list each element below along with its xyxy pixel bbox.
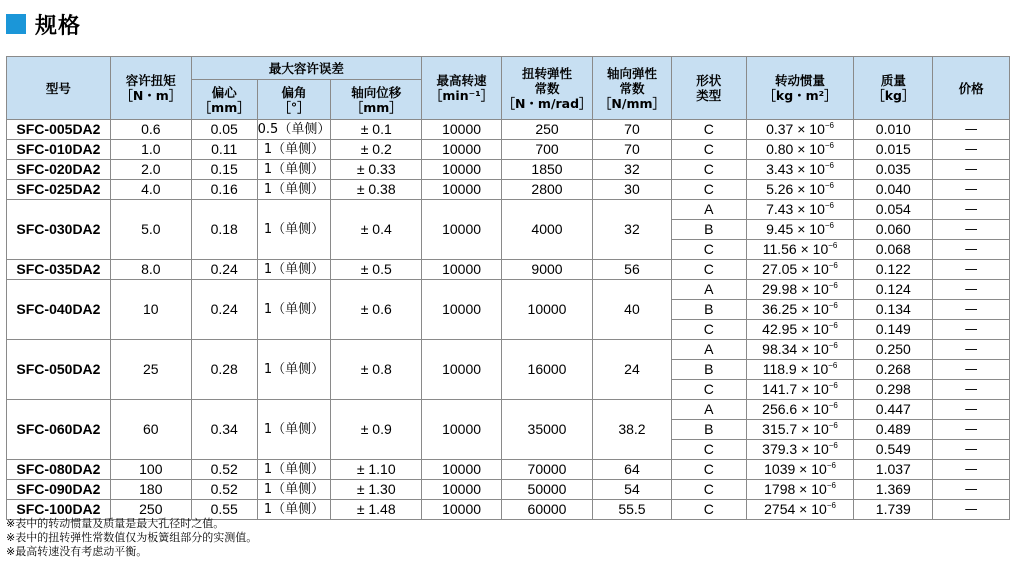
- axial-stiffness-cell: 32: [593, 160, 672, 180]
- inertia-exponent: −6: [828, 261, 838, 270]
- eccentricity-cell: 0.52: [191, 480, 257, 500]
- footnote: ※最高转速没有考虑动平衡。: [6, 545, 148, 558]
- price-cell: —: [933, 480, 1010, 500]
- inertia-exponent: −6: [828, 241, 838, 250]
- inertia-multiplier: × 10: [797, 441, 829, 457]
- model-cell: SFC-025DA2: [7, 180, 111, 200]
- shape-cell: C: [671, 240, 746, 260]
- eccentricity-cell: 0.24: [191, 280, 257, 340]
- model-cell: SFC-090DA2: [7, 480, 111, 500]
- inertia-cell: [746, 280, 854, 300]
- mass-cell: 0.134: [854, 300, 933, 320]
- price-cell: —: [933, 340, 1010, 360]
- torsional-stiffness-cell: 700: [502, 140, 593, 160]
- mass-cell: 0.054: [854, 200, 933, 220]
- header-model: 型号: [7, 57, 111, 120]
- inertia-exponent: −6: [828, 321, 838, 330]
- axial-stiffness-cell: 40: [593, 280, 672, 340]
- speed-cell: 10000: [422, 200, 502, 260]
- header-max-error: 最大容许误差: [191, 57, 421, 80]
- price-cell: —: [933, 500, 1010, 520]
- inertia-multiplier: × 10: [797, 381, 829, 397]
- table-row: [7, 280, 1010, 300]
- eccentricity-cell: 0.16: [191, 180, 257, 200]
- speed-cell: 10000: [422, 180, 502, 200]
- mass-cell: 0.124: [854, 280, 933, 300]
- inertia-value: 256.6: [762, 401, 798, 417]
- inertia-exponent: −6: [826, 501, 836, 510]
- table-row: [7, 260, 1010, 280]
- axial-displacement-cell: ± 0.1: [331, 120, 422, 140]
- torque-cell: 25: [110, 340, 191, 400]
- inertia-cell: [746, 200, 854, 220]
- shape-cell: A: [671, 340, 746, 360]
- torsional-stiffness-cell: 60000: [502, 500, 593, 520]
- table-row: [7, 160, 1010, 180]
- axial-stiffness-cell: 30: [593, 180, 672, 200]
- inertia-exponent: −6: [828, 301, 838, 310]
- price-cell: —: [933, 140, 1010, 160]
- shape-cell: C: [671, 320, 746, 340]
- torque-cell: 0.6: [110, 120, 191, 140]
- inertia-exponent: −6: [826, 461, 836, 470]
- inertia-multiplier: × 10: [797, 341, 829, 357]
- angle-cell: 1（单侧）: [257, 340, 331, 400]
- inertia-multiplier: × 10: [797, 281, 829, 297]
- price-cell: —: [933, 380, 1010, 400]
- inertia-cell: [746, 320, 854, 340]
- inertia-exponent: −6: [824, 121, 834, 130]
- shape-cell: C: [671, 140, 746, 160]
- inertia-value: 42.95: [762, 321, 798, 337]
- model-cell: SFC-020DA2: [7, 160, 111, 180]
- price-cell: —: [933, 160, 1010, 180]
- inertia-value: 36.25: [762, 301, 798, 317]
- inertia-exponent: −6: [824, 181, 834, 190]
- torque-cell: 5.0: [110, 200, 191, 260]
- angle-cell: 1（单侧）: [257, 460, 331, 480]
- mass-cell: 0.122: [854, 260, 933, 280]
- model-cell: SFC-100DA2: [7, 500, 111, 520]
- inertia-cell: [746, 500, 854, 520]
- price-cell: —: [933, 400, 1010, 420]
- price-cell: —: [933, 300, 1010, 320]
- angle-cell: 1（单侧）: [257, 140, 331, 160]
- shape-cell: B: [671, 220, 746, 240]
- price-cell: —: [933, 120, 1010, 140]
- eccentricity-cell: 0.11: [191, 140, 257, 160]
- torque-cell: 1.0: [110, 140, 191, 160]
- axial-displacement-cell: ± 0.9: [331, 400, 422, 460]
- mass-cell: 1.037: [854, 460, 933, 480]
- mass-cell: 0.068: [854, 240, 933, 260]
- inertia-value: 315.7: [762, 421, 798, 437]
- mass-cell: 0.035: [854, 160, 933, 180]
- inertia-exponent: −6: [826, 481, 836, 490]
- torsional-stiffness-cell: 10000: [502, 280, 593, 340]
- header-angle: 偏角 ［°］: [257, 80, 331, 120]
- inertia-value: 3.43: [766, 161, 794, 177]
- angle-cell: 1（单侧）: [257, 400, 331, 460]
- price-cell: —: [933, 360, 1010, 380]
- table-row: [7, 480, 1010, 500]
- axial-stiffness-cell: 70: [593, 140, 672, 160]
- shape-cell: B: [671, 420, 746, 440]
- shape-cell: C: [671, 500, 746, 520]
- inertia-cell: [746, 300, 854, 320]
- model-cell: SFC-005DA2: [7, 120, 111, 140]
- mass-cell: 0.010: [854, 120, 933, 140]
- page-title: 规格: [35, 13, 82, 39]
- shape-cell: B: [671, 360, 746, 380]
- axial-displacement-cell: ± 0.33: [331, 160, 422, 180]
- eccentricity-cell: 0.55: [191, 500, 257, 520]
- eccentricity-cell: 0.34: [191, 400, 257, 460]
- inertia-cell: [746, 400, 854, 420]
- price-cell: —: [933, 320, 1010, 340]
- inertia-cell: [746, 160, 854, 180]
- inertia-exponent: −6: [828, 281, 838, 290]
- eccentricity-cell: 0.15: [191, 160, 257, 180]
- header-mass: 质量 ［kg］: [854, 57, 933, 120]
- inertia-value: 0.37: [766, 121, 794, 137]
- inertia-multiplier: × 10: [793, 141, 825, 157]
- torque-cell: 10: [110, 280, 191, 340]
- torque-cell: 100: [110, 460, 191, 480]
- inertia-multiplier: × 10: [793, 161, 825, 177]
- model-cell: SFC-035DA2: [7, 260, 111, 280]
- table-row: [7, 340, 1010, 360]
- inertia-exponent: −6: [828, 441, 838, 450]
- table-row: [7, 200, 1010, 220]
- axial-displacement-cell: ± 0.38: [331, 180, 422, 200]
- speed-cell: 10000: [422, 280, 502, 340]
- axial-stiffness-cell: 38.2: [593, 400, 672, 460]
- shape-cell: C: [671, 460, 746, 480]
- axial-displacement-cell: ± 0.5: [331, 260, 422, 280]
- mass-cell: 0.268: [854, 360, 933, 380]
- mass-cell: 0.447: [854, 400, 933, 420]
- model-cell: SFC-080DA2: [7, 460, 111, 480]
- torque-cell: 2.0: [110, 160, 191, 180]
- inertia-cell: [746, 220, 854, 240]
- price-cell: —: [933, 220, 1010, 240]
- axial-stiffness-cell: 55.5: [593, 500, 672, 520]
- model-cell: SFC-040DA2: [7, 280, 111, 340]
- mass-cell: 1.739: [854, 500, 933, 520]
- inertia-value: 27.05: [762, 261, 798, 277]
- inertia-value: 11.56: [762, 241, 797, 257]
- eccentricity-cell: 0.24: [191, 260, 257, 280]
- torsional-stiffness-cell: 50000: [502, 480, 593, 500]
- inertia-value: 7.43: [766, 201, 794, 217]
- spec-table: [6, 56, 1010, 520]
- angle-cell: 1（单侧）: [257, 280, 331, 340]
- shape-cell: C: [671, 440, 746, 460]
- shape-cell: C: [671, 380, 746, 400]
- angle-cell: 0.5（单侧）: [257, 120, 331, 140]
- torsional-stiffness-cell: 2800: [502, 180, 593, 200]
- shape-cell: C: [671, 480, 746, 500]
- speed-cell: 10000: [422, 340, 502, 400]
- axial-displacement-cell: ± 1.10: [331, 460, 422, 480]
- inertia-multiplier: × 10: [797, 301, 829, 317]
- table-row: [7, 140, 1010, 160]
- inertia-value: 29.98: [762, 281, 798, 297]
- speed-cell: 10000: [422, 400, 502, 460]
- inertia-exponent: −6: [824, 201, 834, 210]
- spec-table-body: [7, 120, 1010, 520]
- inertia-multiplier: × 10: [795, 501, 827, 517]
- price-cell: —: [933, 260, 1010, 280]
- angle-cell: 1（单侧）: [257, 480, 331, 500]
- inertia-value: 141.7: [762, 381, 798, 397]
- inertia-exponent: −6: [824, 161, 834, 170]
- header-price: 价格: [933, 57, 1010, 120]
- eccentricity-cell: 0.52: [191, 460, 257, 480]
- inertia-cell: [746, 440, 854, 460]
- price-cell: —: [933, 180, 1010, 200]
- price-cell: —: [933, 440, 1010, 460]
- footnote: ※表中的转动惯量及质量是最大孔径时之值。: [6, 517, 225, 530]
- inertia-multiplier: × 10: [796, 361, 829, 377]
- section-marker-icon: [6, 14, 26, 34]
- torsional-stiffness-cell: 9000: [502, 260, 593, 280]
- inertia-cell: [746, 120, 854, 140]
- price-cell: —: [933, 200, 1010, 220]
- torque-cell: 8.0: [110, 260, 191, 280]
- inertia-exponent: −6: [828, 381, 838, 390]
- inertia-value: 9.45: [766, 221, 794, 237]
- eccentricity-cell: 0.18: [191, 200, 257, 260]
- header-eccentricity: 偏心 ［mm］: [191, 80, 257, 120]
- shape-cell: A: [671, 200, 746, 220]
- inertia-multiplier: × 10: [797, 261, 829, 277]
- table-row: [7, 120, 1010, 140]
- torsional-stiffness-cell: 16000: [502, 340, 593, 400]
- axial-stiffness-cell: 64: [593, 460, 672, 480]
- inertia-value: 1039: [764, 461, 796, 477]
- footnote: ※表中的扭转弹性常数值仅为板簧组部分的实测值。: [6, 531, 258, 544]
- inertia-multiplier: × 10: [797, 421, 829, 437]
- header-speed: 最高转速 ［min⁻¹］: [422, 57, 502, 120]
- mass-cell: 0.149: [854, 320, 933, 340]
- header-axial-stiffness: 轴向弹性 常数 ［N/mm］: [593, 57, 672, 120]
- price-cell: —: [933, 240, 1010, 260]
- angle-cell: 1（单侧）: [257, 180, 331, 200]
- torsional-stiffness-cell: 35000: [502, 400, 593, 460]
- inertia-exponent: −6: [828, 421, 838, 430]
- mass-cell: 1.369: [854, 480, 933, 500]
- inertia-value: 0.80: [766, 141, 794, 157]
- inertia-multiplier: × 10: [797, 321, 829, 337]
- speed-cell: 10000: [422, 480, 502, 500]
- axial-stiffness-cell: 32: [593, 200, 672, 260]
- inertia-cell: [746, 140, 854, 160]
- inertia-multiplier: × 10: [795, 461, 827, 477]
- axial-stiffness-cell: 56: [593, 260, 672, 280]
- speed-cell: 10000: [422, 500, 502, 520]
- torsional-stiffness-cell: 70000: [502, 460, 593, 480]
- inertia-cell: [746, 360, 854, 380]
- inertia-multiplier: × 10: [793, 181, 825, 197]
- inertia-multiplier: × 10: [793, 121, 825, 137]
- inertia-value: 5.26: [766, 181, 794, 197]
- axial-displacement-cell: ± 0.6: [331, 280, 422, 340]
- torque-cell: 60: [110, 400, 191, 460]
- shape-cell: B: [671, 300, 746, 320]
- header-torsional-stiffness: 扭转弹性 常数 ［N・m/rad］: [502, 57, 593, 120]
- price-cell: —: [933, 460, 1010, 480]
- model-cell: SFC-060DA2: [7, 400, 111, 460]
- angle-cell: 1（单侧）: [257, 260, 331, 280]
- inertia-exponent: −6: [828, 401, 838, 410]
- shape-cell: A: [671, 280, 746, 300]
- inertia-value: 118.9: [762, 361, 797, 377]
- axial-displacement-cell: ± 0.2: [331, 140, 422, 160]
- mass-cell: 0.015: [854, 140, 933, 160]
- mass-cell: 0.060: [854, 220, 933, 240]
- inertia-cell: [746, 180, 854, 200]
- inertia-value: 379.3: [762, 441, 798, 457]
- footnotes: [6, 517, 257, 559]
- model-cell: SFC-050DA2: [7, 340, 111, 400]
- price-cell: —: [933, 420, 1010, 440]
- inertia-cell: [746, 380, 854, 400]
- mass-cell: 0.549: [854, 440, 933, 460]
- inertia-cell: [746, 460, 854, 480]
- shape-cell: A: [671, 400, 746, 420]
- table-row: [7, 460, 1010, 480]
- mass-cell: 0.250: [854, 340, 933, 360]
- axial-displacement-cell: ± 1.48: [331, 500, 422, 520]
- header-shape: 形状 类型: [671, 57, 746, 120]
- axial-displacement-cell: ± 1.30: [331, 480, 422, 500]
- inertia-cell: [746, 240, 854, 260]
- header-torque: 容许扭矩 ［N・m］: [110, 57, 191, 120]
- torque-cell: 180: [110, 480, 191, 500]
- axial-stiffness-cell: 54: [593, 480, 672, 500]
- inertia-exponent: −6: [824, 141, 834, 150]
- inertia-value: 98.34: [762, 341, 798, 357]
- table-row: [7, 400, 1010, 420]
- shape-cell: C: [671, 180, 746, 200]
- shape-cell: C: [671, 260, 746, 280]
- inertia-multiplier: × 10: [793, 221, 825, 237]
- inertia-multiplier: × 10: [795, 481, 827, 497]
- angle-cell: 1（单侧）: [257, 160, 331, 180]
- shape-cell: C: [671, 160, 746, 180]
- mass-cell: 0.040: [854, 180, 933, 200]
- mass-cell: 0.489: [854, 420, 933, 440]
- mass-cell: 0.298: [854, 380, 933, 400]
- inertia-cell: [746, 260, 854, 280]
- eccentricity-cell: 0.05: [191, 120, 257, 140]
- speed-cell: 10000: [422, 140, 502, 160]
- header-axial-displacement: 轴向位移 ［mm］: [331, 80, 422, 120]
- speed-cell: 10000: [422, 460, 502, 480]
- inertia-value: 1798: [764, 481, 796, 497]
- header-inertia: 转动惯量 ［kg・m²］: [746, 57, 854, 120]
- inertia-cell: [746, 480, 854, 500]
- speed-cell: 10000: [422, 160, 502, 180]
- inertia-multiplier: × 10: [796, 241, 829, 257]
- axial-displacement-cell: ± 0.4: [331, 200, 422, 260]
- speed-cell: 10000: [422, 260, 502, 280]
- inertia-exponent: −6: [828, 361, 838, 370]
- torsional-stiffness-cell: 4000: [502, 200, 593, 260]
- inertia-cell: [746, 420, 854, 440]
- eccentricity-cell: 0.28: [191, 340, 257, 400]
- angle-cell: 1（单侧）: [257, 500, 331, 520]
- inertia-multiplier: × 10: [793, 201, 825, 217]
- inertia-multiplier: × 10: [797, 401, 829, 417]
- inertia-cell: [746, 340, 854, 360]
- torque-cell: 4.0: [110, 180, 191, 200]
- torsional-stiffness-cell: 250: [502, 120, 593, 140]
- model-cell: SFC-030DA2: [7, 200, 111, 260]
- axial-stiffness-cell: 24: [593, 340, 672, 400]
- price-cell: —: [933, 280, 1010, 300]
- angle-cell: 1（单侧）: [257, 200, 331, 260]
- inertia-exponent: −6: [828, 341, 838, 350]
- table-row: [7, 180, 1010, 200]
- model-cell: SFC-010DA2: [7, 140, 111, 160]
- inertia-exponent: −6: [824, 221, 834, 230]
- shape-cell: C: [671, 120, 746, 140]
- torque-cell: 250: [110, 500, 191, 520]
- section-header: [6, 9, 81, 39]
- torsional-stiffness-cell: 1850: [502, 160, 593, 180]
- speed-cell: 10000: [422, 120, 502, 140]
- axial-displacement-cell: ± 0.8: [331, 340, 422, 400]
- axial-stiffness-cell: 70: [593, 120, 672, 140]
- inertia-value: 2754: [764, 501, 796, 517]
